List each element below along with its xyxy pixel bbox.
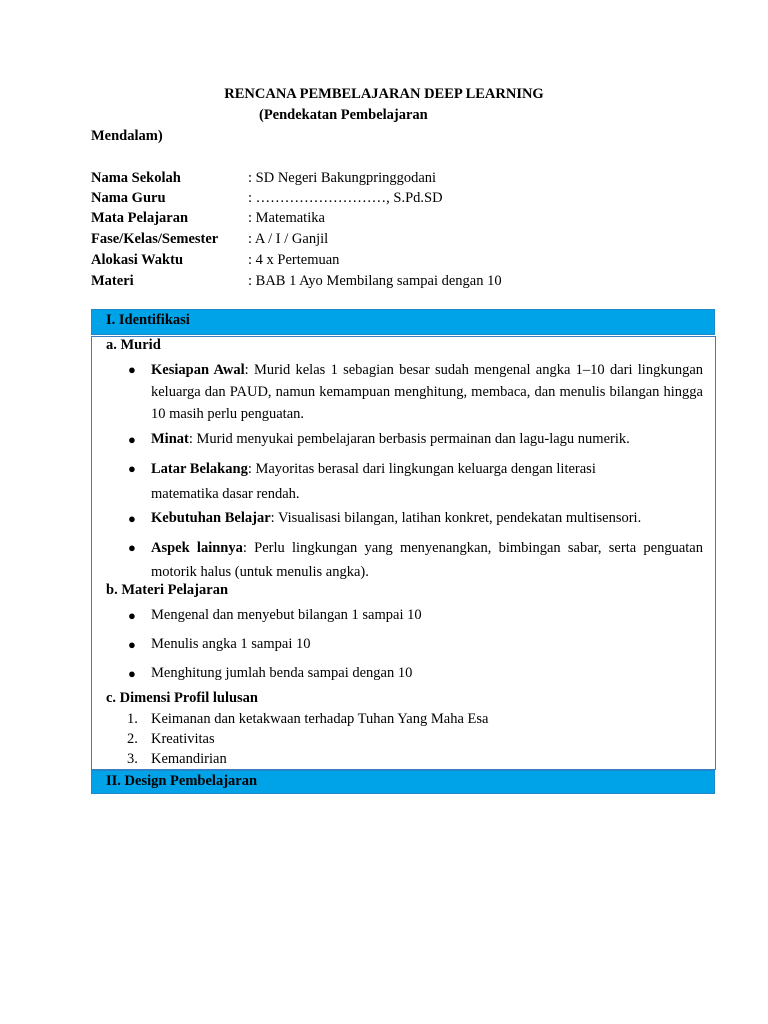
bullet-icon: ● [128, 362, 136, 377]
item-label: Minat [151, 431, 189, 447]
info-value: : SD Negeri Bakungpringgodani [248, 170, 437, 186]
item-label: Kesiapan Awal [151, 362, 245, 378]
item-text: : Murid menyukai pembelajaran berbasis permainan dan lagu-lagu numerik. [188, 431, 630, 447]
list-item-aspek [151, 536, 703, 584]
item-label: Kebutuhan Belajar [151, 510, 271, 526]
info-key: Mata Pelajaran [91, 210, 189, 226]
item-label: Latar Belakang [151, 461, 248, 477]
info-key: Fase/Kelas/Semester [91, 231, 219, 247]
bullet-icon: ● [128, 511, 136, 526]
bullet-icon: ● [128, 637, 136, 652]
document-title: RENCANA PEMBELAJARAN DEEP LEARNING [224, 86, 544, 102]
info-value: : ………………………, S.Pd.SD [248, 190, 443, 206]
list-item-dimensi-2: Kreativitas [151, 731, 215, 747]
list-item-kebutuhan [151, 507, 703, 529]
bullet-icon: ● [128, 461, 136, 476]
list-item-materi-2: Menulis angka 1 sampai 10 [151, 636, 311, 652]
item-text: : Mayoritas berasal dari lingkungan keluarga dengan literasi matematika dasar rendah. [151, 461, 596, 502]
info-value: : BAB 1 Ayo Membilang sampai dengan 10 [248, 273, 502, 289]
info-value: : A / I / Ganjil [248, 231, 329, 247]
list-item-kesiapan [151, 359, 703, 425]
info-key: Materi [91, 273, 134, 289]
murid-heading: a. Murid [106, 337, 161, 353]
list-item-dimensi-3: Kemandirian [151, 751, 227, 767]
item-label: Aspek lainnya [151, 540, 243, 556]
bullet-icon: ● [128, 608, 136, 623]
list-item-minat [151, 428, 703, 450]
section-bar-design [91, 770, 715, 794]
section-title: I. Identifikasi [106, 312, 190, 328]
bullet-icon: ● [128, 540, 136, 555]
list-number: 1. [127, 711, 138, 727]
item-text: : Perlu lingkungan yang menyenangkan, bimbingan sabar, serta penguatan motorik halus (untuk menulis angka). [151, 540, 703, 580]
list-number: 3. [127, 751, 138, 767]
list-item-materi-3: Menghitung jumlah benda sampai dengan 10 [151, 665, 413, 681]
list-item-dimensi-1: Keimanan dan ketakwaan terhadap Tuhan Yang Maha Esa [151, 711, 489, 727]
bullet-icon: ● [128, 666, 136, 681]
list-item-materi-1: Mengenal dan menyebut bilangan 1 sampai 10 [151, 607, 422, 623]
list-number: 2. [127, 731, 138, 747]
document-subtitle: (Pendekatan Pembelajaran [259, 107, 428, 123]
item-text: : Visualisasi bilangan, latihan konkret, pendekatan multisensori. [270, 510, 642, 526]
bullet-icon: ● [128, 432, 136, 447]
materi-heading: b. Materi Pelajaran [106, 582, 229, 598]
info-value: : 4 x Pertemuan [248, 252, 340, 268]
dimensi-heading: c. Dimensi Profil lulusan [106, 690, 258, 706]
info-key: Alokasi Waktu [91, 252, 184, 268]
section-title: II. Design Pembelajaran [106, 773, 258, 789]
list-item-latar [151, 457, 621, 507]
info-key: Nama Guru [91, 190, 166, 206]
section-bar-identifikasi [91, 309, 715, 335]
info-value: : Matematika [248, 210, 325, 226]
item-text: : Murid kelas 1 sebagian besar sudah mengenal angka 1–10 dari lingkungan keluarga dan PAUD, namun kemampuan menghitung, membaca, dan menulis bilangan hingga 10 masih perlu penguatan. [151, 362, 704, 422]
document-subtitle-continued: Mendalam) [91, 128, 163, 144]
info-key: Nama Sekolah [91, 170, 181, 186]
